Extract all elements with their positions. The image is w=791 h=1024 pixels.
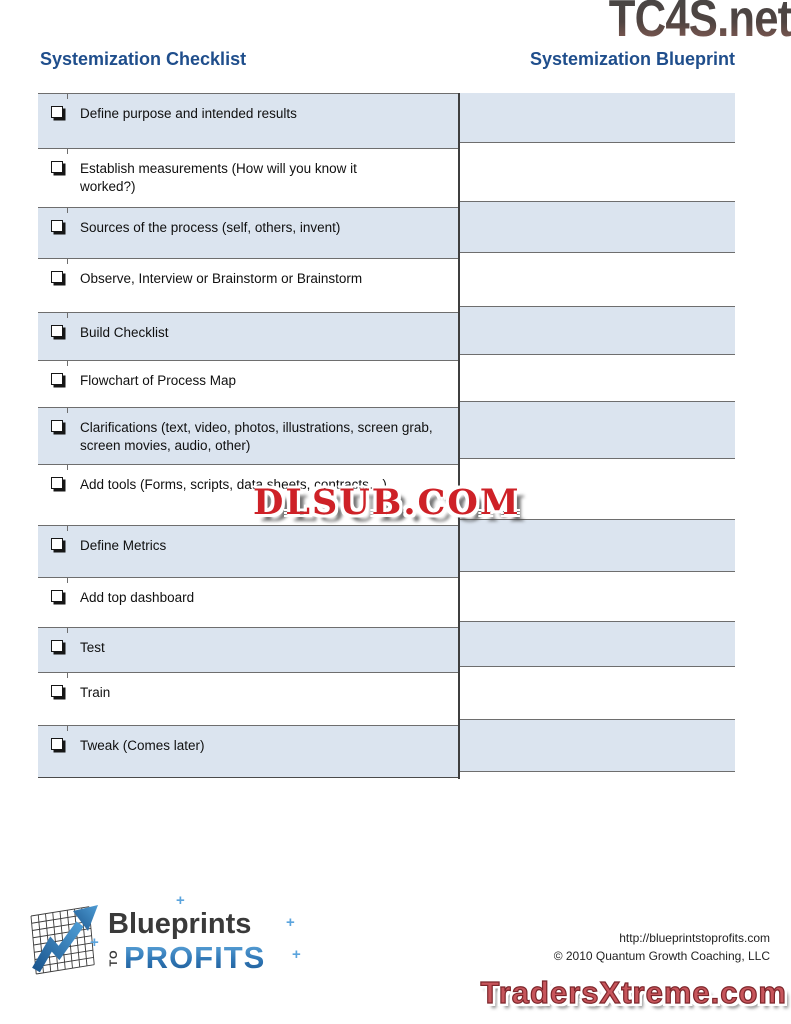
logo-word-profits: PROFITS — [124, 940, 266, 975]
crosshair-icon: + — [90, 934, 99, 951]
checkbox-cell — [38, 673, 80, 697]
checklist-row — [38, 258, 459, 312]
checklist-item-label: Build Checklist — [80, 325, 169, 340]
blueprint-cell — [460, 666, 735, 719]
checkbox-cell — [38, 578, 80, 602]
blueprint-cell — [460, 252, 735, 306]
footer-url: http://blueprintstoprofits.com — [619, 931, 770, 945]
checklist-row — [38, 207, 459, 258]
item-checkbox[interactable] — [51, 538, 63, 550]
checkbox-cell — [38, 526, 80, 550]
item-checkbox[interactable] — [51, 220, 63, 232]
tc4s-watermark: TC4S.net — [608, 0, 791, 49]
dlsub-watermark: DLSUB.COM — [253, 482, 521, 523]
tradersxtreme-watermark: TradersXtreme.com — [480, 975, 787, 1010]
checklist-row — [38, 93, 459, 148]
checklist-row — [38, 577, 459, 627]
logo-word-blueprints: Blueprints — [108, 908, 252, 940]
checklist-item-label: Observe, Interview or Brainstorm or Brainstorm — [80, 271, 363, 286]
blueprint-cell — [460, 306, 735, 354]
checklist-row — [38, 312, 459, 360]
systemization-table — [38, 93, 735, 779]
blueprint-cell — [460, 719, 735, 772]
blueprint-heading: Systemization Blueprint — [529, 49, 735, 69]
blueprint-cell — [460, 142, 735, 201]
checkbox-cell — [38, 361, 80, 385]
checklist-item-label: Tweak (Comes later) — [80, 738, 205, 753]
checklist-item-label: Clarifications (text, video, photos, illustrations, screen grab, screen movies, audio, other) — [80, 420, 433, 453]
checkbox-cell — [38, 259, 80, 283]
logo-word-to: TO — [108, 949, 120, 967]
blueprint-cell — [460, 401, 735, 458]
checkbox-cell — [38, 628, 80, 652]
item-checkbox[interactable] — [51, 373, 63, 385]
checkbox-cell — [38, 313, 80, 337]
checklist-row — [38, 360, 459, 407]
item-checkbox[interactable] — [51, 477, 63, 489]
checkbox-cell — [38, 94, 80, 118]
checklist-item-label: Sources of the process (self, others, invent) — [80, 220, 341, 235]
checklist-row — [38, 525, 459, 577]
checklist-item-label: Flowchart of Process Map — [80, 373, 237, 388]
checklist-item-label: Add tools (Forms, scripts, data sheets, contracts…) — [80, 477, 387, 492]
checkbox-cell — [38, 408, 80, 432]
checklist-item-label: Test — [80, 640, 105, 655]
crosshair-icon: + — [292, 946, 301, 963]
checklist-item-label: Train — [80, 685, 111, 700]
blueprint-column — [460, 93, 735, 772]
blueprint-cell — [460, 519, 735, 571]
checklist-row — [38, 627, 459, 672]
checklist-item-label: Define purpose and intended results — [80, 106, 297, 121]
checkbox-cell — [38, 465, 80, 489]
checklist-row — [38, 407, 459, 464]
blueprint-cell — [460, 201, 735, 252]
checklist-item-label: Add top dashboard — [80, 590, 195, 605]
checkbox-cell — [38, 208, 80, 232]
checklist-column — [38, 93, 459, 778]
item-checkbox[interactable] — [51, 590, 63, 602]
checklist-row — [38, 672, 459, 725]
blueprints-to-profits-logo — [28, 892, 318, 988]
item-checkbox[interactable] — [51, 161, 63, 173]
blueprint-cell — [460, 621, 735, 666]
footer — [554, 929, 770, 965]
blueprint-cell — [460, 571, 735, 621]
checklist-row — [38, 725, 459, 778]
checklist-item-label: Establish measurements (How will you know it worked?) — [80, 161, 357, 194]
blueprint-cell — [460, 354, 735, 401]
item-checkbox[interactable] — [51, 106, 63, 118]
item-checkbox[interactable] — [51, 738, 63, 750]
blueprint-cell — [460, 93, 735, 142]
item-checkbox[interactable] — [51, 420, 63, 432]
footer-copyright: © 2010 Quantum Growth Coaching, LLC — [553, 949, 770, 963]
crosshair-icon: + — [286, 914, 295, 931]
item-checkbox[interactable] — [51, 685, 63, 697]
checkbox-cell — [38, 149, 80, 173]
checklist-item-label: Define Metrics — [80, 538, 167, 553]
item-checkbox[interactable] — [51, 640, 63, 652]
item-checkbox[interactable] — [51, 271, 63, 283]
checkbox-cell — [38, 726, 80, 750]
crosshair-icon: + — [176, 892, 185, 909]
checklist-heading: Systemization Checklist — [40, 49, 247, 69]
checklist-row — [38, 148, 459, 207]
item-checkbox[interactable] — [51, 325, 63, 337]
